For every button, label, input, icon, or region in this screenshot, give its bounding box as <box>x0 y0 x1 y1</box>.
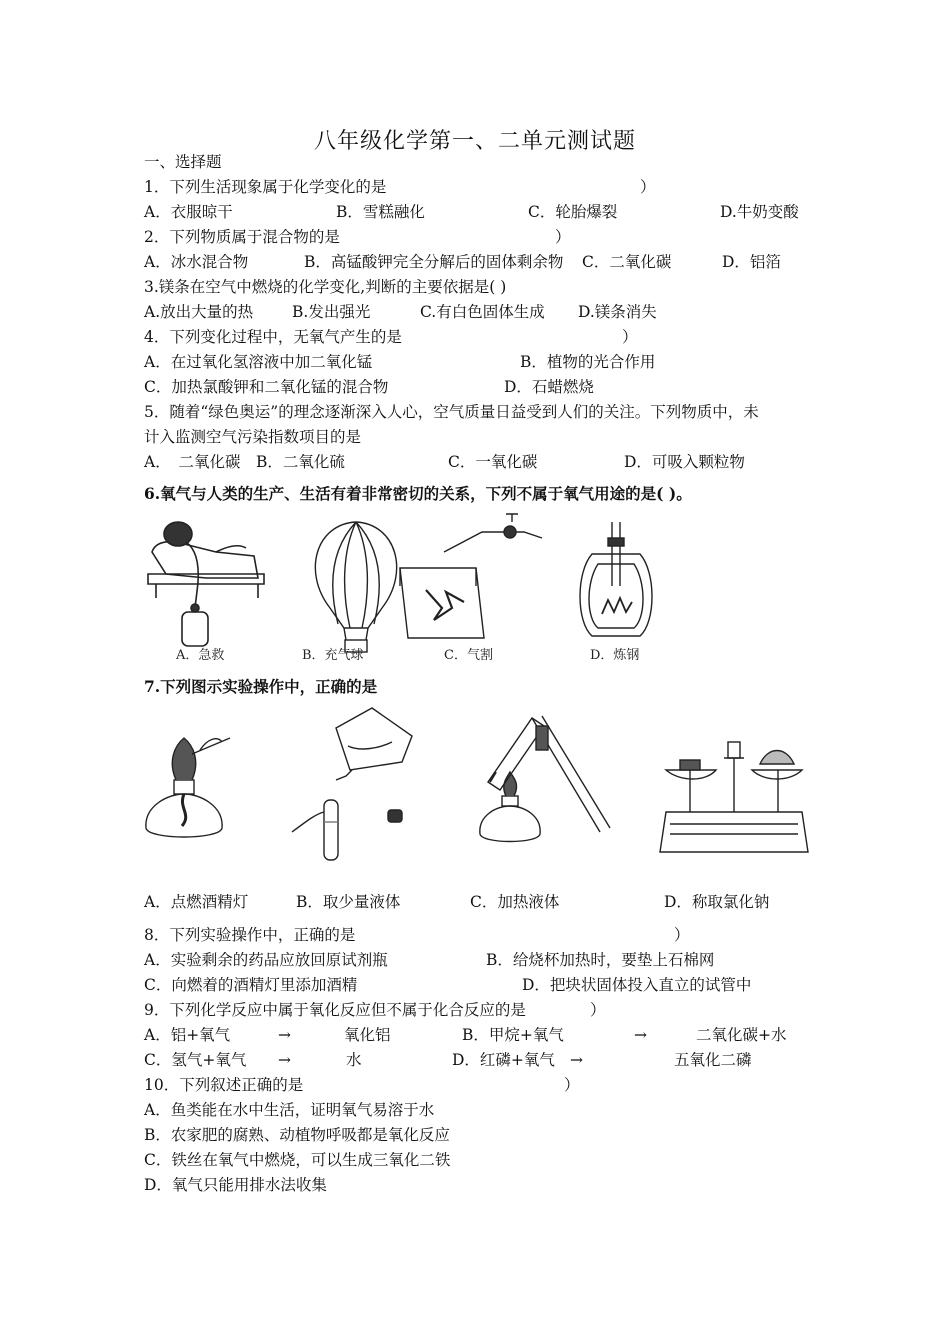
q6-caption-b: B．充气球 <box>302 648 364 663</box>
q5-option-c: C．一氧化碳 <box>448 453 538 471</box>
answer-paren: ） <box>555 228 571 246</box>
q2-option-c: C．二氧化碳 <box>582 253 672 271</box>
q4-option-d: D．石蜡燃烧 <box>504 378 594 396</box>
q9-option-c-product: 水 <box>346 1051 362 1069</box>
q7-option-a: A．点燃酒精灯 <box>144 893 249 911</box>
q6-caption-a: A．急救 <box>176 648 225 663</box>
q4-option-b: B．植物的光合作用 <box>520 353 656 371</box>
q9-option-b-reactants: B．甲烷+氧气 <box>462 1026 564 1044</box>
q7-option-d: D．称取氯化钠 <box>664 893 770 911</box>
answer-paren: ） <box>590 1001 606 1019</box>
furnace-illustration <box>580 522 652 636</box>
q9-option-d-arrow: → <box>570 1051 583 1069</box>
heating-liquid-illustration <box>480 716 610 842</box>
q3-option-b: B.发出强光 <box>292 303 371 321</box>
question-10-stem: 10．下列叙述正确的是 <box>144 1076 304 1094</box>
question-5-stem: 5．随着“绿色奥运”的理念逐渐深入人心，空气质量日益受到人们的关注。下列物质中，未 <box>144 403 759 421</box>
q9-option-b-arrow: → <box>634 1026 647 1044</box>
q3-option-d: D.镁条消失 <box>578 303 657 321</box>
question-6-stem: 6.氧气与人类的生产、生活有着非常密切的关系，下列不属于氧气用途的是( )。 <box>144 484 692 503</box>
q5-option-a: A． 二氧化碳 <box>144 453 241 471</box>
answer-paren: ） <box>622 328 638 346</box>
q3-option-c: C.有白色固体生成 <box>420 303 545 321</box>
q1-option-c: C．轮胎爆裂 <box>528 203 618 221</box>
q9-option-c-reactants: C．氢气+氧气 <box>144 1051 247 1069</box>
q6-caption-d: D．炼钢 <box>590 648 640 663</box>
q1-option-d: D.牛奶变酸 <box>720 203 799 221</box>
answer-paren: ） <box>564 1076 580 1094</box>
q10-option-a: A．鱼类能在水中生活，证明氧气易溶于水 <box>144 1101 435 1119</box>
alcohol-lamp-lighting-illustration <box>146 738 230 837</box>
q8-option-d: D．把块状固体投入直立的试管中 <box>522 976 752 994</box>
q2-option-a: A．冰水混合物 <box>144 253 249 271</box>
q9-option-a-product: 氧化铝 <box>344 1026 391 1044</box>
question-2-stem: 2．下列物质属于混合物的是 <box>144 228 340 246</box>
q9-option-d-reactants: D．红磷+氧气 <box>452 1051 555 1069</box>
q6-caption-c: C．气割 <box>444 648 493 663</box>
q2-option-d: D．铝箔 <box>722 253 781 271</box>
section-heading: 一、选择题 <box>144 153 222 171</box>
first-aid-illustration <box>148 522 264 646</box>
answer-paren: ） <box>640 178 656 196</box>
q4-option-a: A．在过氧化氢溶液中加二氧化锰 <box>144 353 373 371</box>
balloon-illustration <box>315 522 396 652</box>
question-5-stem-continued: 计入监测空气污染指数项目的是 <box>144 428 362 446</box>
q4-option-c: C．加热氯酸钾和二氧化锰的混合物 <box>144 378 389 396</box>
q9-option-c-arrow: → <box>278 1051 291 1069</box>
q1-option-b: B．雪糕融化 <box>336 203 425 221</box>
q7-figure <box>140 702 810 870</box>
q10-option-c: C．铁丝在氧气中燃烧，可以生成三氧化二铁 <box>144 1151 451 1169</box>
q9-option-b-product: 二氧化碳+水 <box>696 1026 787 1044</box>
q7-option-c: C．加热液体 <box>470 893 560 911</box>
question-3-stem: 3.镁条在空气中燃烧的化学变化,判断的主要依据是( ) <box>144 278 507 296</box>
q8-option-c: C．向燃着的酒精灯里添加酒精 <box>144 976 358 994</box>
q10-option-d: D．氧气只能用排水法收集 <box>144 1176 327 1194</box>
q8-option-b: B．给烧杯加热时，要垫上石棉网 <box>486 951 715 969</box>
gas-cutting-illustration <box>400 514 542 638</box>
question-1-stem: 1．下列生活现象属于化学变化的是 <box>144 178 387 196</box>
answer-paren: ） <box>674 926 690 944</box>
question-4-stem: 4．下列变化过程中，无氧气产生的是 <box>144 328 402 346</box>
question-7-stem: 7.下列图示实验操作中，正确的是 <box>144 677 378 696</box>
q6-figure <box>146 512 666 662</box>
q7-option-b: B．取少量液体 <box>296 893 401 911</box>
question-8-stem: 8．下列实验操作中，正确的是 <box>144 926 356 944</box>
balance-illustration <box>660 742 808 852</box>
question-9-stem: 9．下列化学反应中属于氧化反应但不属于化合反应的是 <box>144 1001 526 1019</box>
q3-option-a: A.放出大量的热 <box>144 303 254 321</box>
q2-option-b: B．高锰酸钾完全分解后的固体剩余物 <box>304 253 564 271</box>
page-title: 八年级化学第一、二单元测试题 <box>313 129 636 154</box>
q9-option-a-arrow: → <box>278 1026 291 1044</box>
q9-option-d-product: 五氧化二磷 <box>674 1051 752 1069</box>
q5-option-d: D．可吸入颗粒物 <box>624 453 745 471</box>
q1-option-a: A．衣服晾干 <box>144 203 233 221</box>
q9-option-a-reactants: A．铝+氧气 <box>144 1026 231 1044</box>
q8-option-a: A．实验剩余的药品应放回原试剂瓶 <box>144 951 388 969</box>
q10-option-b: B．农家肥的腐熟、动植物呼吸都是氧化反应 <box>144 1126 450 1144</box>
q5-option-b: B．二氧化硫 <box>256 453 345 471</box>
pour-liquid-illustration <box>292 708 412 860</box>
